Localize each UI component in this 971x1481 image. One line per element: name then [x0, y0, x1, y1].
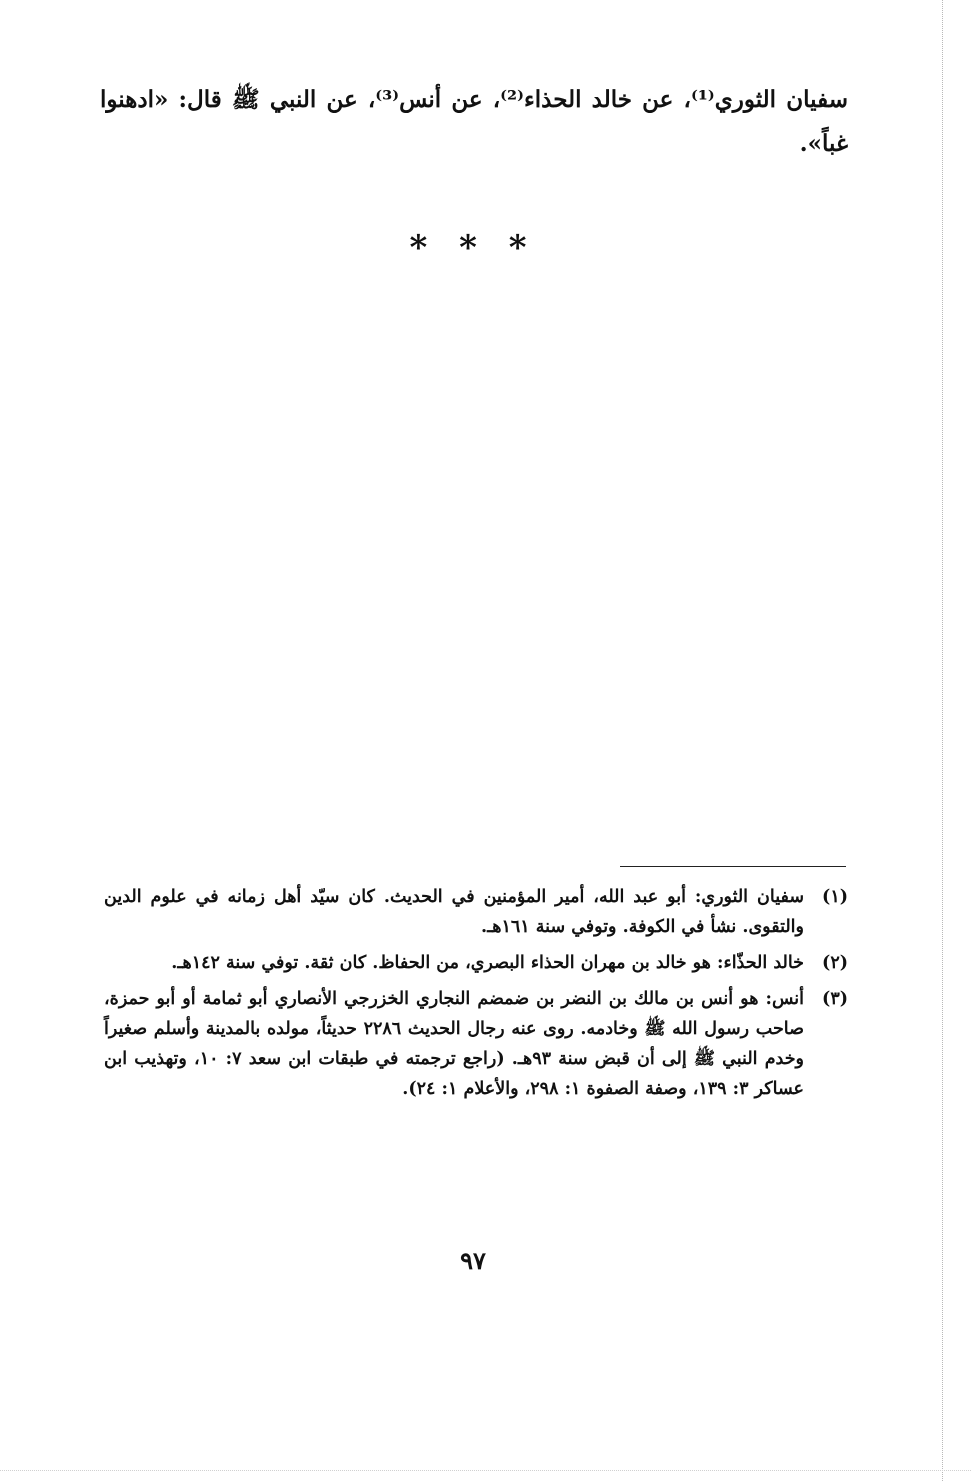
footnote-divider [620, 866, 846, 867]
footnote-number: (١) [822, 887, 848, 907]
section-separator: * * * [409, 228, 537, 268]
page-bottom-border [0, 1470, 971, 1471]
footnote-number: (٣) [822, 989, 848, 1009]
footnote-text: خالد الحذّاء: هو خالد بن مهران الحذاء البصري، من الحفاظ. كان ثقة. توفي سنة ١٤٢هـ. [171, 953, 804, 973]
footnote-text: أنس: هو أنس بن مالك بن النضر بن ضمضم النجاري الخزرجي الأنصاري أبو ثمامة أو أبو حمزة، صاحب رسول الله ﷺ وخادمه. روى عنه رجال الحديث ٢٢٨٦ حديثاً، مولده بالمدينة وأسلم صغيراً وخدم النبي ﷺ إلى أن قبض سنة ٩٣هـ. (راجع ترجمته في طبقات ابن سعد ٧: ١٠، وتهذيب ابن عساكر ٣: ١٣٩، وصفة الصفوة ١: ٢٩٨، والأعلام ١: ٢٤). [104, 989, 804, 1099]
main-text: سفيان الثوري⁽¹⁾، عن خالد الحذاء⁽²⁾، عن أنس⁽³⁾، عن النبي ﷺ قال: «ادهنوا غباً». [100, 86, 848, 157]
footnote-3 [104, 984, 848, 1104]
footnotes [104, 882, 848, 1110]
footnote-1 [104, 882, 848, 942]
footnote-2 [104, 948, 848, 978]
page-number: ٩٧ [460, 1246, 486, 1275]
footnote-text: سفيان الثوري: أبو عبد الله، أمير المؤمنين في الحديث. كان سيّد أهل زمانه في علوم الدين والتقوى. نشأ في الكوفة. وتوفي سنة ١٦١هـ. [104, 887, 804, 937]
footnote-number: (٢) [822, 953, 848, 973]
